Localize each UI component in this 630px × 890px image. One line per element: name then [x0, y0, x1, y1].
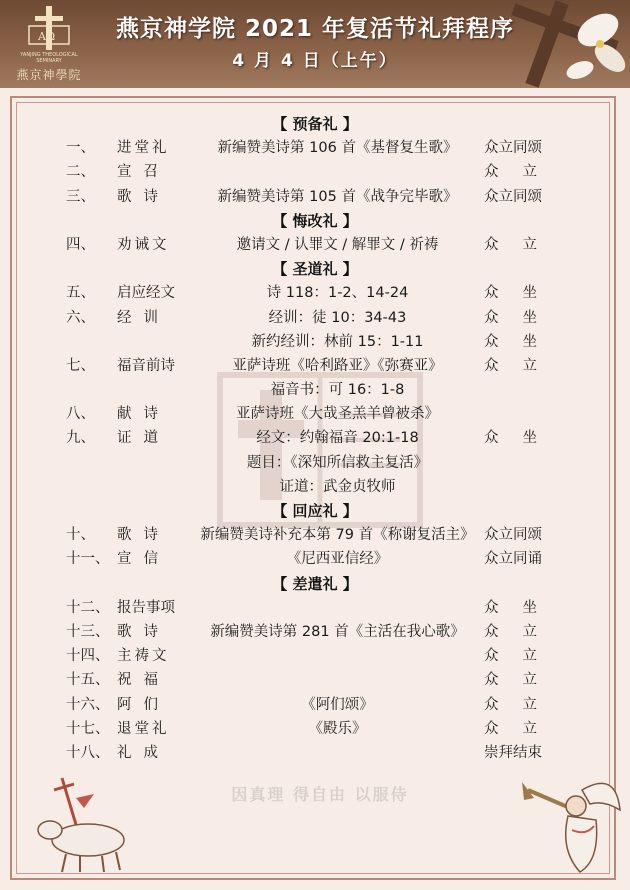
section-title: 【 预备礼 】 [272, 115, 358, 133]
item-action: 众立同颂 [484, 188, 542, 205]
item-content: 新约经训：林前 15：1-11 [251, 333, 424, 350]
item-name: 宣召 [117, 164, 170, 181]
item-number: 三、 [66, 188, 95, 205]
item-name: 主祷文 [117, 648, 170, 665]
section-header [0, 572, 630, 596]
item-content: 《尼西亚信经》 [286, 551, 389, 568]
page-title: 燕京神学院 2021 年复活节礼拜程序 [115, 16, 515, 42]
item-content: 新编赞美诗补充本第 79 首《称谢复活主》 [200, 527, 475, 544]
item-number: 十一、 [66, 551, 110, 568]
program-row [0, 233, 630, 257]
program-row [0, 475, 630, 499]
item-content: 经文：约翰福音 20:1-18 [256, 430, 419, 447]
seminary-logo [14, 4, 84, 84]
program-list [0, 112, 630, 765]
item-content: 《殿乐》 [308, 720, 367, 737]
program-row [0, 644, 630, 668]
program-row [0, 693, 630, 717]
item-number: 十、 [66, 527, 95, 544]
item-number: 二、 [66, 164, 95, 181]
cross-alpha-omega-icon [27, 4, 71, 54]
section-header [0, 257, 630, 281]
item-number: 一、 [66, 140, 95, 157]
item-action: 崇拜结束 [484, 744, 542, 761]
item-number: 十六、 [66, 696, 110, 713]
program-row [0, 185, 630, 209]
item-action: 众立 [484, 720, 561, 737]
item-action: 众立同颂 [484, 527, 542, 544]
item-action: 众立 [484, 236, 561, 253]
item-name: 歌诗 [117, 623, 170, 640]
logo-symbol-text: AΩ [38, 30, 56, 43]
item-number: 十五、 [66, 672, 110, 689]
item-name: 礼成 [117, 744, 170, 761]
item-name: 经训 [117, 309, 170, 326]
section-header [0, 499, 630, 523]
item-action: 众立 [484, 357, 561, 374]
page-subtitle: 4 月 4 日（上午） [232, 51, 398, 71]
program-row [0, 451, 630, 475]
program-row [0, 378, 630, 402]
item-number: 十四、 [66, 648, 110, 665]
item-name: 宣信 [117, 551, 170, 568]
program-row [0, 402, 630, 426]
item-number: 十二、 [66, 599, 110, 616]
item-name: 歌诗 [117, 527, 170, 544]
item-action: 众立同诵 [484, 551, 542, 568]
item-number: 十三、 [66, 623, 110, 640]
item-name: 启应经文 [117, 285, 175, 302]
item-action: 众立 [484, 696, 561, 713]
item-content: 诗 118：1-2、14-24 [266, 285, 409, 302]
section-title: 【 差遣礼 】 [272, 574, 358, 593]
item-content: 邀请文 / 认罪文 / 解罪文 / 祈祷 [236, 236, 439, 253]
item-number: 四、 [66, 236, 95, 253]
item-action: 众立同颂 [484, 140, 542, 157]
item-content: 经训：徒 10：34-43 [268, 309, 407, 326]
motto: 因真理 得自由 以服侍 [231, 785, 409, 804]
item-name: 劝诫文 [117, 236, 170, 253]
item-name: 阿们 [117, 696, 170, 713]
item-number: 五、 [66, 285, 95, 302]
item-name: 献诗 [117, 406, 170, 423]
item-name: 福音前诗 [117, 357, 175, 374]
item-action: 众坐 [484, 599, 561, 616]
logo-subtext: YANJING THEOLOGICAL SEMINARY [20, 52, 78, 64]
item-content: 亚萨诗班《大哉圣羔羊曾被杀》 [236, 406, 439, 423]
item-action: 众坐 [484, 309, 561, 326]
item-action: 众坐 [484, 333, 561, 350]
program-row [0, 523, 630, 547]
item-name: 歌诗 [117, 188, 170, 205]
program-row [0, 547, 630, 571]
item-action: 众立 [484, 648, 561, 665]
item-content: 证道：武金贞牧师 [279, 478, 396, 495]
logo-name: 燕京神學院 [16, 68, 82, 82]
program-row [0, 620, 630, 644]
angel-trumpet-illustration [520, 760, 624, 878]
program-row [0, 136, 630, 160]
item-content: 新编赞美诗第 281 首《主活在我心歌》 [210, 623, 465, 640]
item-number: 十七、 [66, 720, 110, 737]
program-row [0, 281, 630, 305]
program-row [0, 596, 630, 620]
section-title: 【 悔改礼 】 [272, 211, 358, 230]
item-name: 报告事项 [117, 599, 175, 616]
item-content: 新编赞美诗第 106 首《基督复生歌》 [217, 140, 458, 157]
item-name: 进堂礼 [117, 140, 170, 157]
item-content: 新编赞美诗第 105 首《战争完毕歌》 [217, 188, 458, 205]
program-row [0, 354, 630, 378]
item-name: 祝福 [117, 672, 170, 689]
item-action: 众立 [484, 672, 561, 689]
item-content: 福音书：可 16：1-8 [270, 382, 405, 399]
item-name: 证道 [117, 430, 170, 447]
lamb-illustration [22, 768, 142, 878]
item-content: 《阿们颂》 [301, 696, 374, 713]
section-header [0, 209, 630, 233]
program-row [0, 426, 630, 450]
item-action: 众立 [484, 164, 561, 181]
item-number: 八、 [66, 406, 95, 423]
item-content: 题目：《深知所信救主复活》 [246, 454, 429, 471]
item-name: 退堂礼 [117, 720, 170, 737]
program-row [0, 717, 630, 741]
item-content: 亚萨诗班《哈利路亚》《弥赛亚》 [232, 357, 443, 374]
program-row [0, 306, 630, 330]
item-number: 十八、 [66, 744, 110, 761]
item-number: 七、 [66, 357, 95, 374]
section-title: 【 圣道礼 】 [272, 260, 358, 279]
program-row [0, 668, 630, 692]
section-header [0, 112, 630, 136]
item-number: 六、 [66, 309, 95, 326]
item-number: 九、 [66, 430, 95, 447]
program-row [0, 330, 630, 354]
item-action: 众坐 [484, 285, 561, 302]
header-banner [0, 0, 630, 88]
section-title: 【 回应礼 】 [272, 502, 358, 520]
item-action: 众立 [484, 623, 561, 640]
program-row [0, 160, 630, 184]
item-action: 众坐 [484, 430, 561, 447]
